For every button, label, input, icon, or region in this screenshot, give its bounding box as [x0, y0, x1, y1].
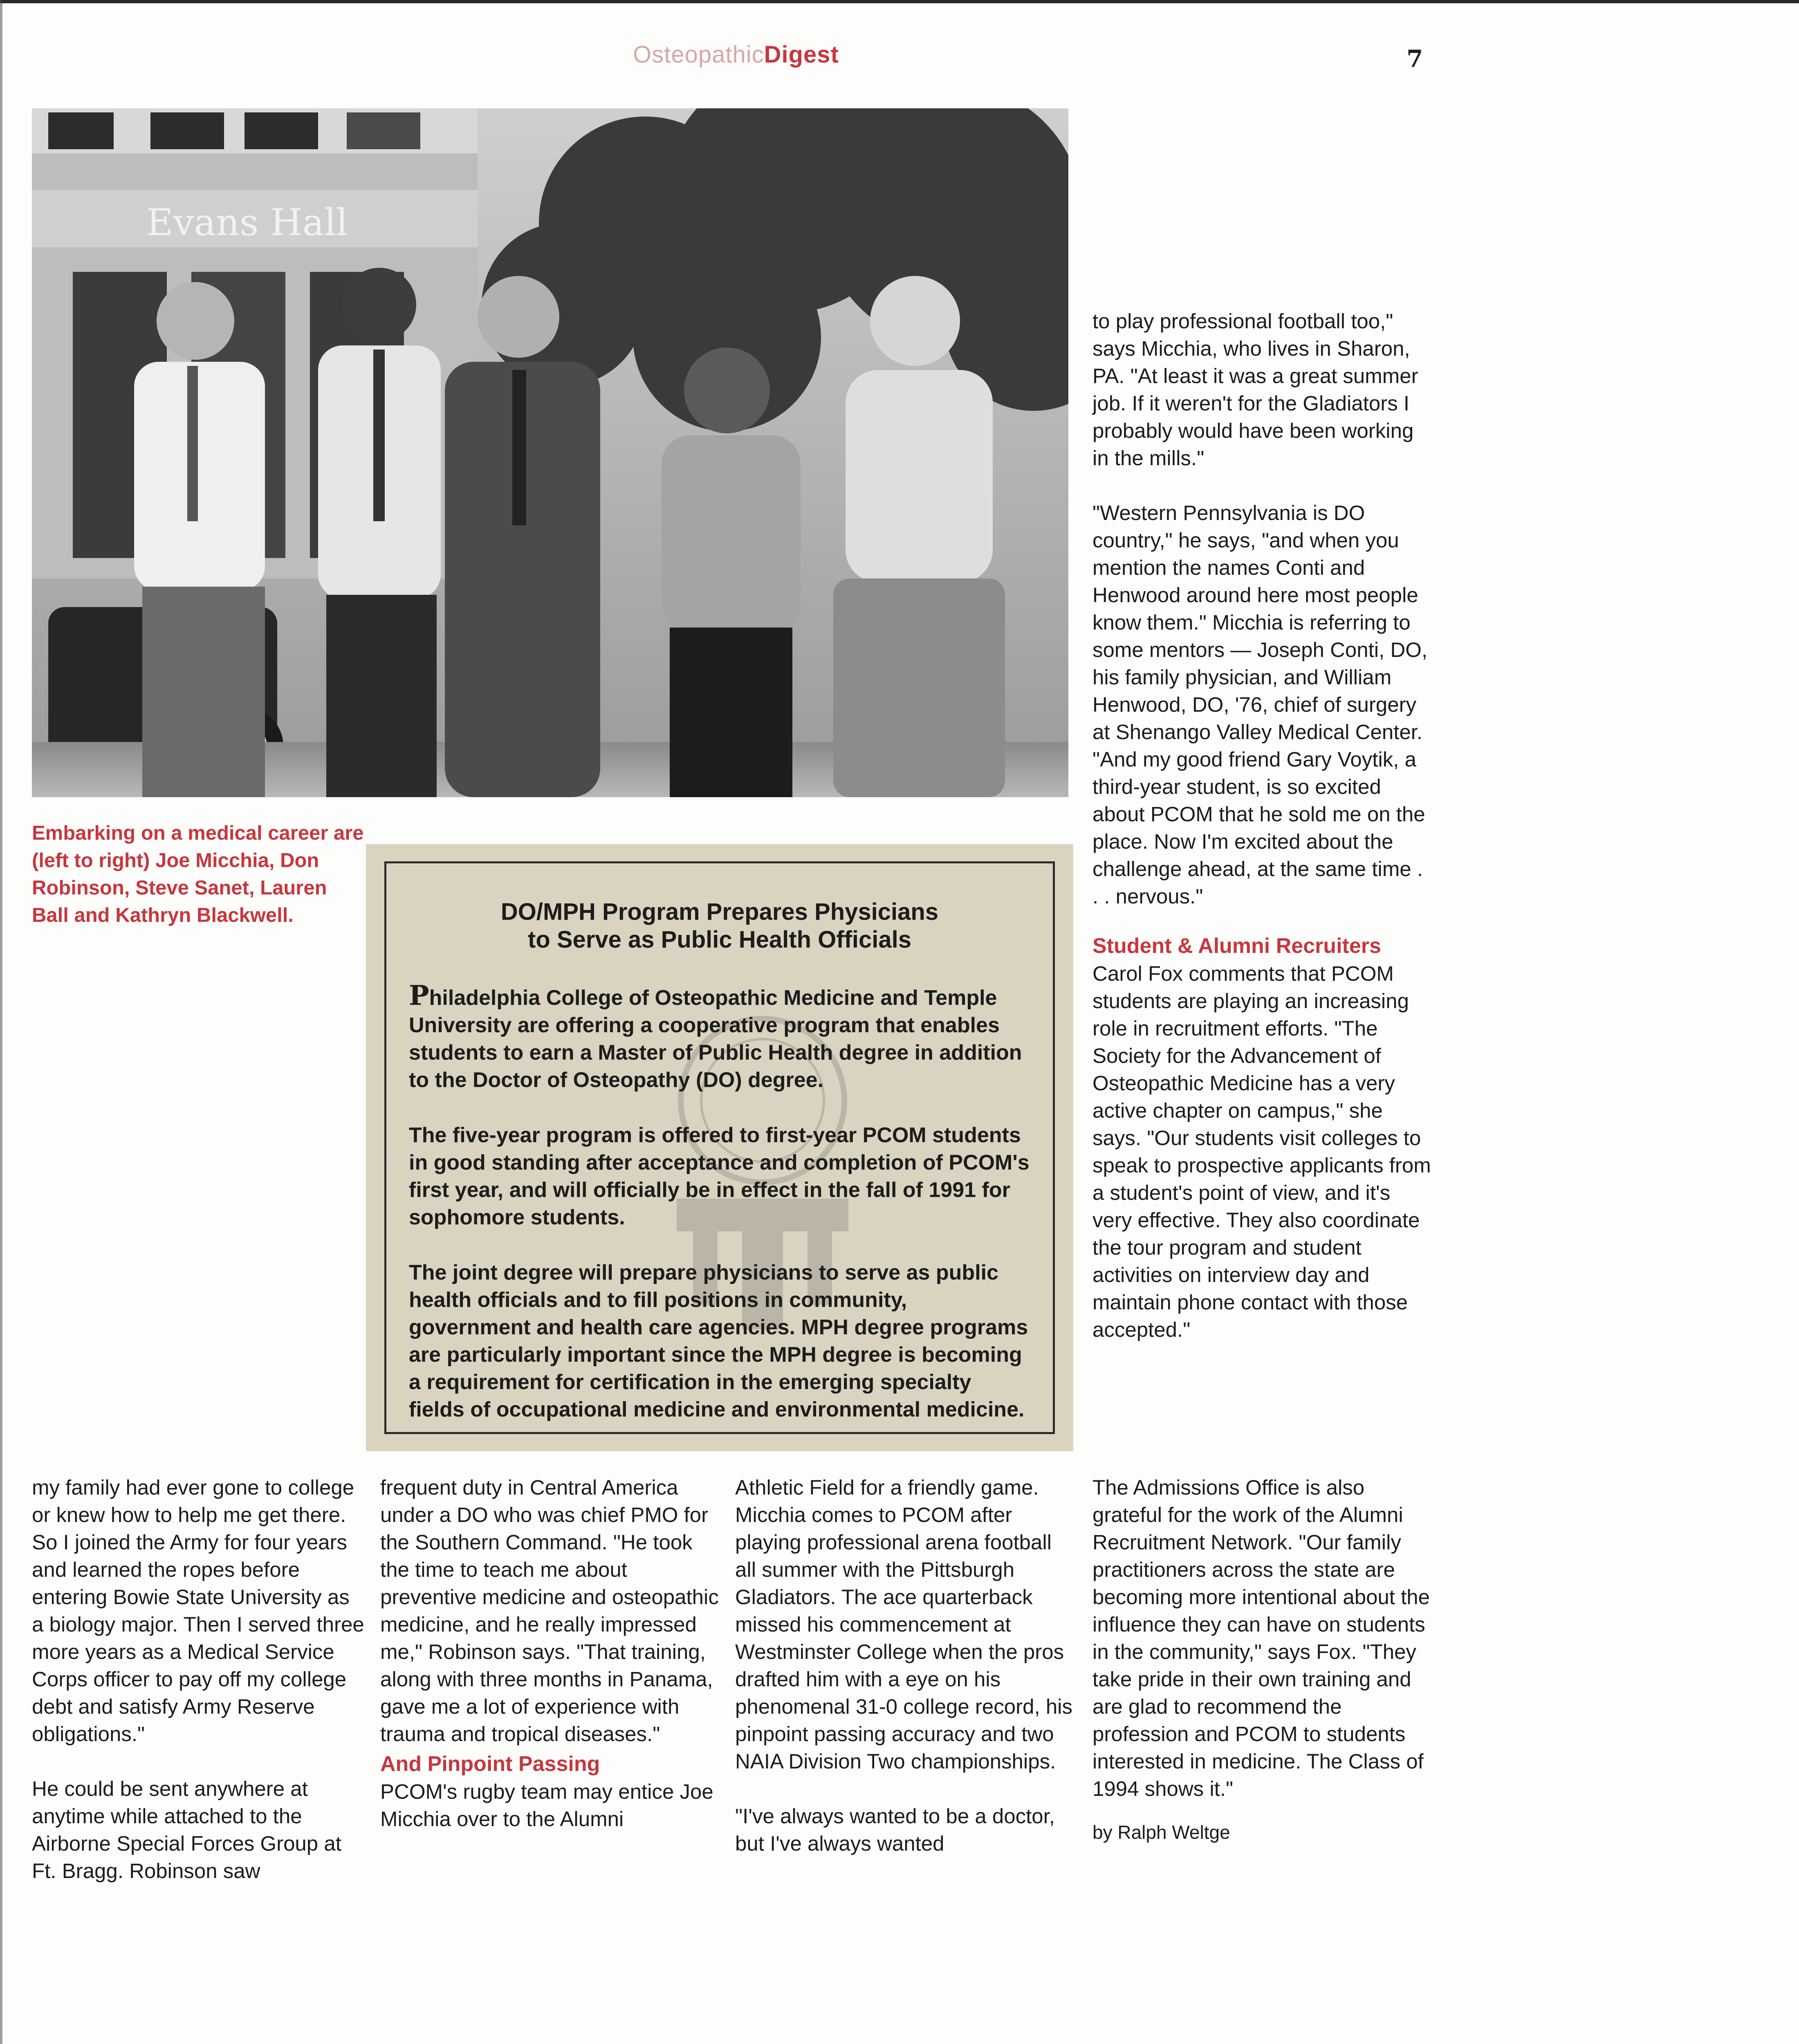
sidebar-box [366, 844, 1073, 1451]
subhead-pinpoint-passing: And Pinpoint Passing [380, 1752, 600, 1776]
column-3 [735, 1474, 1074, 1885]
col1-paragraph-1: my family had ever gone to college or knew how to help me get there. So I joined the Army for four years and learned the ropes before entering Bowie State University as a biology major. Then I served three more years as a Medical Service Corps officer to pay off my college debt and satisfy Army Reserve obligations." [32, 1476, 364, 1746]
col3-paragraph-2: "I've always wanted to be a doctor, but I've always wanted [735, 1804, 1055, 1855]
sidebar-paragraph-2: The five-year program is offered to first-year PCOM students in good standing after acceptance and completion of PCOM's first year, and will officially be in effect in the fall of 1991 for sophomore students. [409, 1123, 1030, 1229]
byline: by Ralph Weltge [1092, 1822, 1230, 1843]
photo-caption: Embarking on a medical career are (left to right) Joe Micchia, Don Robinson, Steve Sanet, Lauren Ball and Kathryn Blackwell. [32, 822, 364, 926]
page-number: 7 [1406, 45, 1423, 73]
person-2 [318, 268, 441, 797]
drop-cap: P [409, 979, 429, 1011]
col4-paragraph-2: "Western Pennsylvania is DO country," he says, "and when you mention the names Conti and Henwood around here most people know them." Micchia is referring to some mentors — Joseph Conti, DO, his family physician, and William Henwood, DO, '76, chief of surgery at Shenango Valley Medical Center. "And my good friend Gary Voytik, a third-year student, is so excited about PCOM that he sold me on the place. Now I'm excited about the challenge ahead, at the same time . . . nervous." [1092, 501, 1428, 908]
sidebar-paragraph-1 [409, 979, 1030, 1094]
building-sign: Evans Hall [146, 201, 348, 244]
sidebar-paragraph-3: The joint degree will prepare physicians to serve as public health officials and to fill positions in community, government and health care agencies. MPH degree programs are particularly important since the MPH degree is becoming a requirement for certification in the emerging specialty fields of occupational medicine and environmental medicine. [409, 1261, 1028, 1421]
publication-name-light: Osteopathic [633, 41, 764, 68]
column-1 [32, 1474, 365, 1912]
col2-paragraph-2: PCOM's rugby team may entice Joe Micchia over to the Alumni [380, 1780, 713, 1831]
subhead-student-alumni: Student & Alumni Recruiters [1092, 934, 1381, 958]
column-2 [380, 1474, 720, 1860]
running-header [593, 41, 879, 68]
col4-bottom-paragraph: The Admissions Office is also grateful for the work of the Alumni Recruitment Network. "Our family practitioners across the state are becoming more intentional about the influence they can have on students in the community," says Fox. "They take pride in their own training and are glad to recommend the profession and PCOM to students interested in medicine. The Class of 1994 shows it." [1092, 1476, 1430, 1800]
sidebar-title-line2: to Serve as Public Health Officials [528, 926, 911, 953]
scan-edge [0, 0, 2, 2044]
sidebar-title-line1: DO/MPH Program Prepares Physicians [500, 899, 939, 925]
col4-paragraph-1: to play professional football too," says Micchia, who lives in Sharon, PA. "At least it was a great summer job. If it weren't for the Gladiators I probably would have been working in the mills." [1092, 309, 1418, 470]
top-rule [0, 0, 1799, 3]
col1-paragraph-2: He could be sent anywhere at anytime while attached to the Airborne Special Forces Group at Ft. Bragg. Robinson saw [32, 1777, 341, 1883]
sidebar-body [409, 979, 1030, 1451]
column-4-top [1092, 307, 1432, 1371]
col4-paragraph-3: Carol Fox comments that PCOM students are playing an increasing role in recruitment efforts. "The Society for the Advancement of Osteopathic Medicine has a very active chapter on campus," she says. "Our students visit colleges to speak to prospective applicants from a student's point of view, and it's very effective. They also coordinate the tour program and student activities on interview day and maintain phone contact with those accepted." [1092, 962, 1431, 1341]
col3-paragraph-1: Athletic Field for a friendly game. Micchia comes to PCOM after playing professional arena football all summer with the Pittsburgh Gladiators. The ace quarterback missed his commencement at Westminster College when the pros drafted him with a eye on his phenomenal 31-0 college record, his pinpoint passing accuracy and two NAIA Division Two championships. [735, 1476, 1073, 1773]
column-4-bottom [1092, 1474, 1432, 1846]
sidebar-title [386, 898, 1053, 954]
col2-paragraph-1: frequent duty in Central America under a DO who was chief PMO for the Southern Command. "He took the time to teach me about preventive medicine and osteopathic medicine, and he really impressed me," Robinson says. "That training, along with three months in Panama, gave me a lot of experience with trauma and tropical diseases." [380, 1476, 719, 1746]
group-photo [32, 108, 1068, 797]
publication-name-bold: Digest [764, 41, 839, 68]
sidebar-frame [384, 861, 1055, 1434]
sidebar-paragraph-1-text: hiladelphia College of Osteopathic Medicine and Temple University are offering a cooperative program that enables students to earn a Master of Public Health degree in addition to the Doctor of Osteopathy (DO) degree. [409, 986, 1022, 1092]
